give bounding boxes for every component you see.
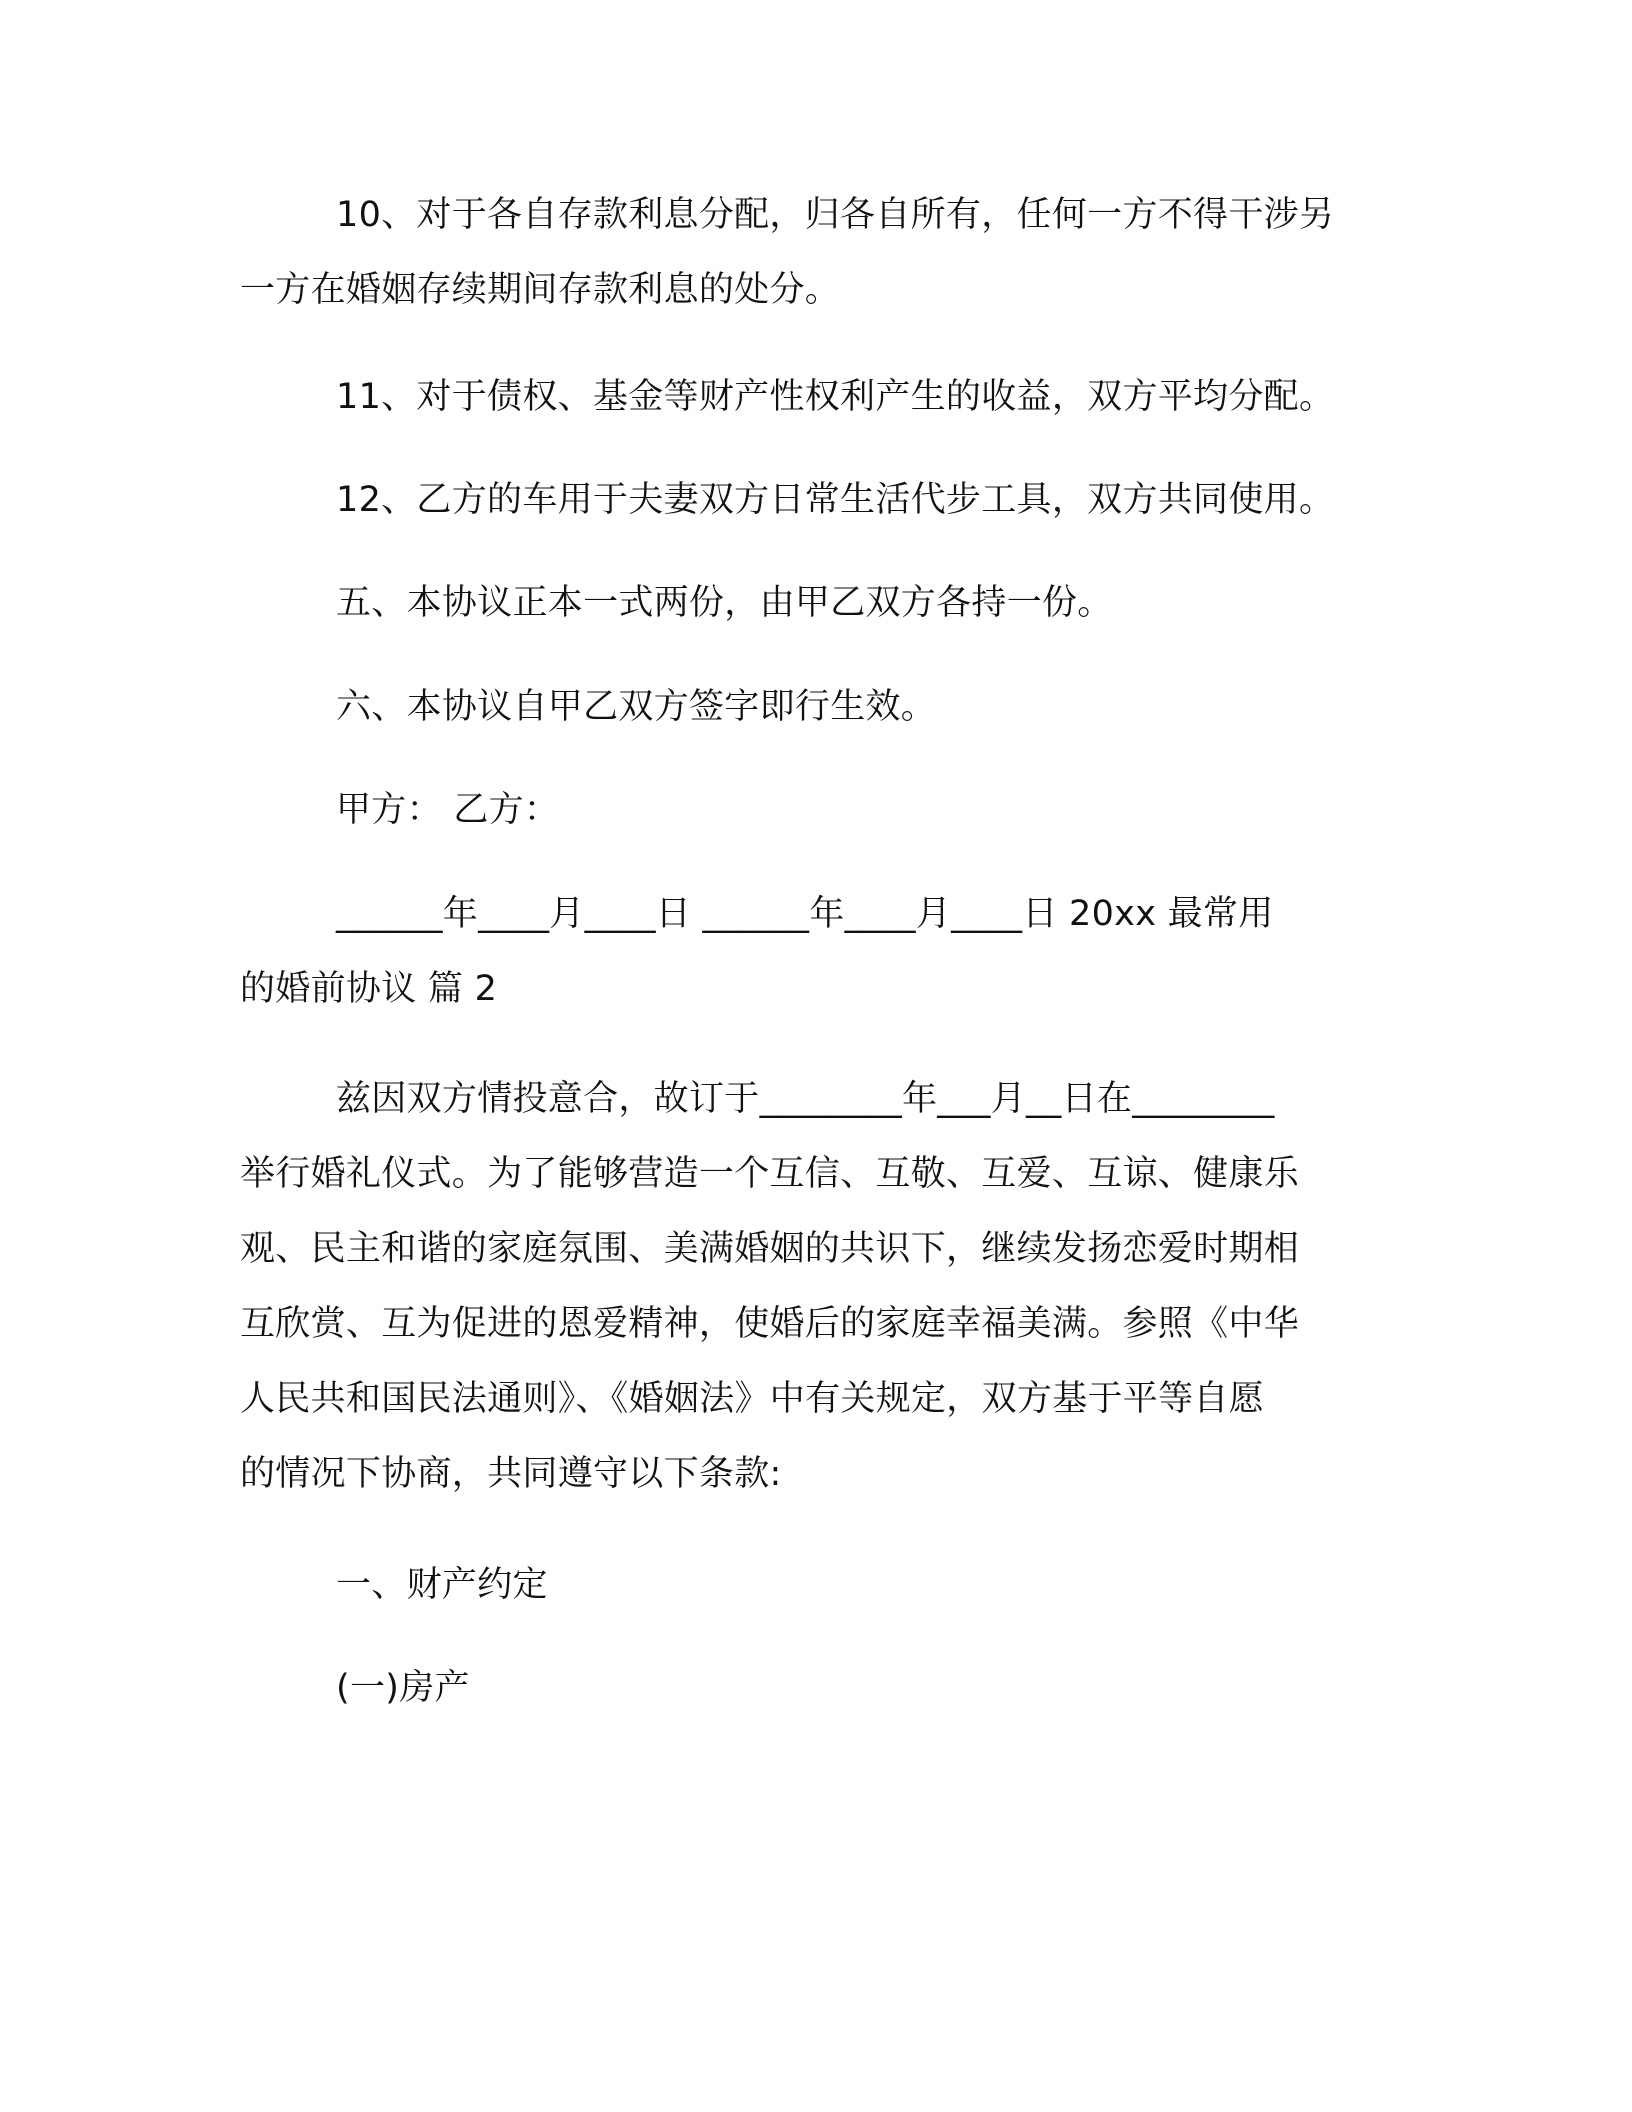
text-line: 观、民主和谐的家庭氛围、美满婚姻的共识下，继续发扬恋爱时期相 xyxy=(240,1229,1300,1269)
text-line: 人民共和国民法通则》、《婚姻法》中有关规定，双方基于平等自愿 xyxy=(240,1379,1265,1419)
text-line: 的婚前协议 篇 2 xyxy=(240,969,498,1009)
text-line: 互欣赏、互为促进的恩爱精神，使婚后的家庭幸福美满。参照《中华 xyxy=(240,1304,1300,1344)
text-line: 的情况下协商，共同遵守以下条款: xyxy=(240,1454,782,1494)
clause-11 xyxy=(240,360,1400,435)
text-line: 六、本协议自甲乙双方签字即行生效。 xyxy=(336,687,937,727)
section-heading-property xyxy=(240,1548,1400,1623)
text-line: 一、财产约定 xyxy=(336,1565,548,1605)
clause-12 xyxy=(240,463,1400,538)
text-line: 12、乙方的车用于夫妻双方日常生活代步工具，双方共同使用。 xyxy=(336,480,1335,520)
signature-dates-and-section-title xyxy=(240,877,1400,1027)
subsection-heading-real-estate xyxy=(240,1651,1400,1726)
preamble-paragraph xyxy=(240,1062,1400,1512)
text-line: ______年____月____日 ______年____月____日 20xx 最常用 xyxy=(336,894,1274,934)
text-line: (一)房产 xyxy=(336,1668,470,1708)
text-line: 11、对于债权、基金等财产性权利产生的收益，双方平均分配。 xyxy=(336,377,1335,417)
clause-six xyxy=(240,670,1400,745)
text-line: 甲方： 乙方： xyxy=(336,790,560,830)
clause-five xyxy=(240,566,1400,641)
text-line: 一方在婚姻存续期间存款利息的处分。 xyxy=(240,270,841,310)
text-line: 10、对于各自存款利息分配，归各自所有，任何一方不得干涉另 xyxy=(336,195,1335,235)
text-line: 五、本协议正本一式两份，由甲乙双方各持一份。 xyxy=(336,583,1113,623)
signature-parties xyxy=(240,773,1400,848)
text-line: 举行婚礼仪式。为了能够营造一个互信、互敬、互爱、互谅、健康乐 xyxy=(240,1154,1300,1194)
clause-10 xyxy=(240,178,1400,328)
text-line: 兹因双方情投意合，故订于________年___月__日在________ xyxy=(336,1079,1275,1119)
